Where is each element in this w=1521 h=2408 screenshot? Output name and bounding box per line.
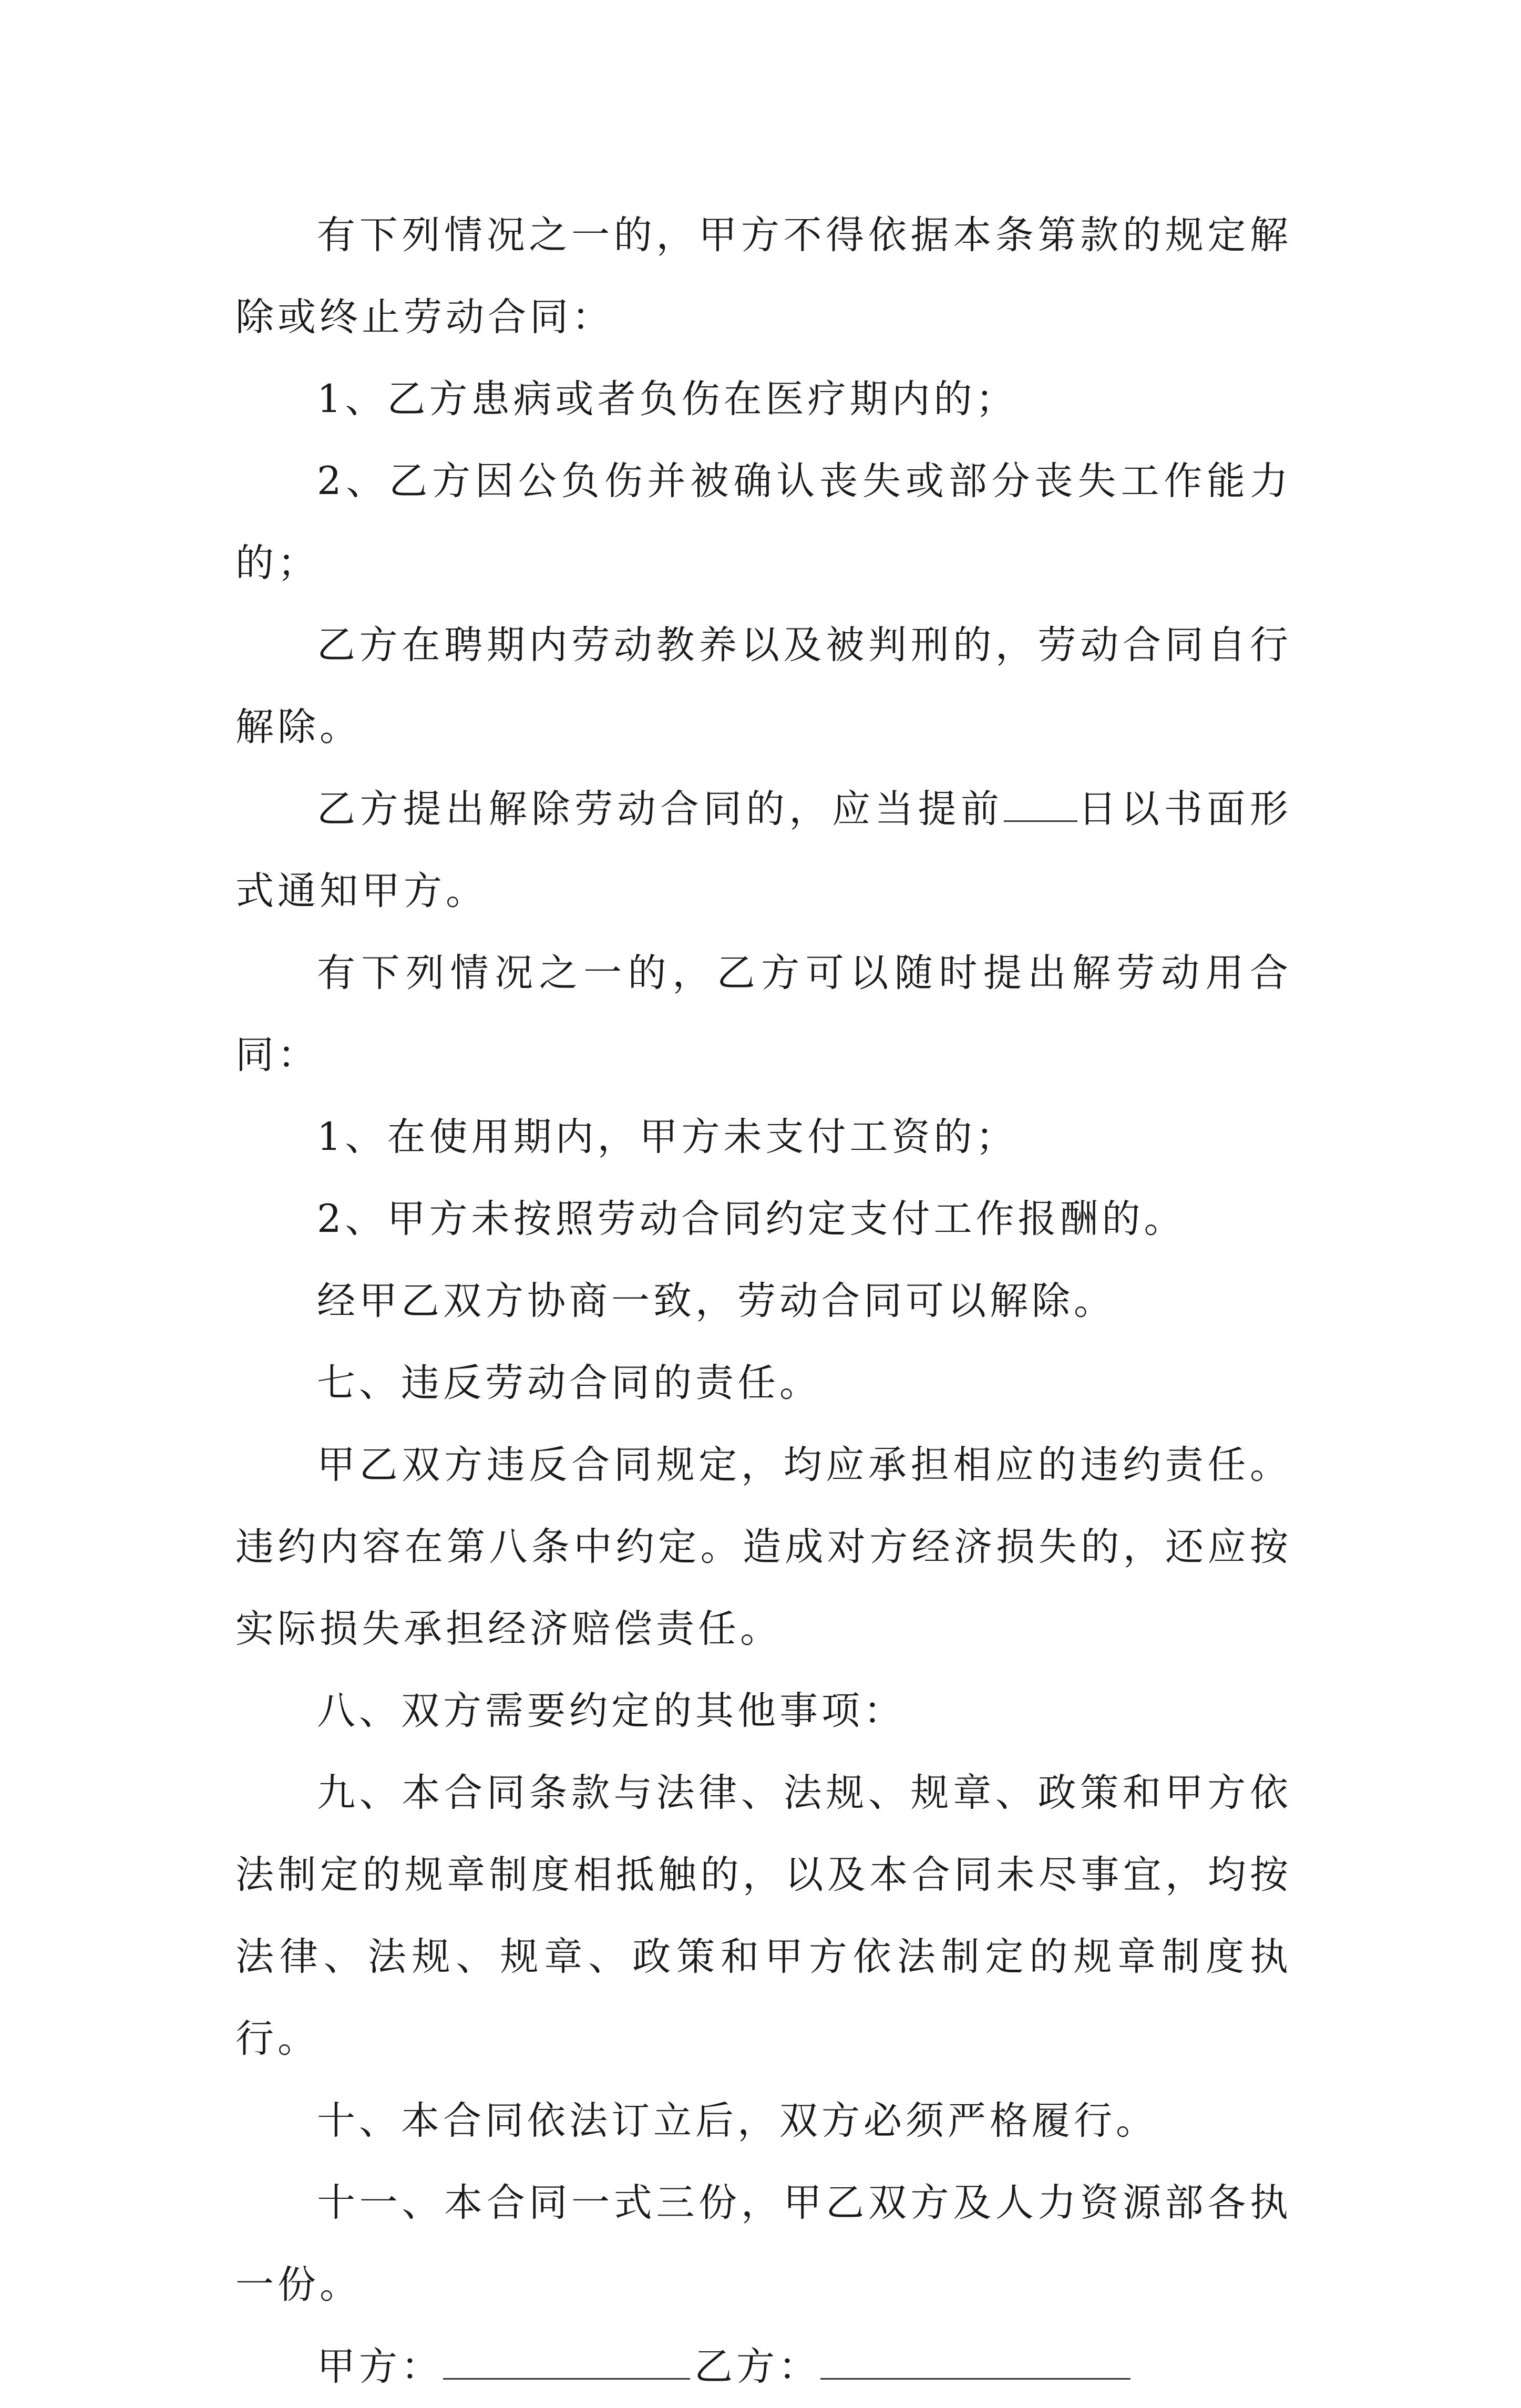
party-b-label: 乙方： [694, 2344, 820, 2389]
fill-in-blank-days[interactable] [1004, 784, 1077, 822]
paragraph: 2、甲方未按照劳动合同约定支付工作报酬的。 [317, 1197, 1186, 1241]
party-a-label: 甲方： [317, 2344, 443, 2389]
paragraph: 经甲乙双方协商一致，劳动合同可以解除。 [317, 1279, 1116, 1323]
paragraph: 1、在使用期内，甲方未支付工资的； [317, 1115, 1018, 1159]
paragraph: 1、乙方患病或者负伤在医疗期内的； [317, 377, 1018, 421]
signature-row [235, 2326, 1292, 2408]
paragraph: 十、本合同依法订立后，双方必须严格履行。 [317, 2098, 1158, 2143]
party-b-signature-field[interactable] [820, 2341, 1131, 2380]
paragraph-text-after-blank: 日以书面形式通知甲方。 [235, 787, 1292, 913]
paragraph: 九、本合同条款与法律、法规、规章、政策和甲方依法制定的规章制度相抵触的，以及本合同未尽事宜，均按法律、法规、规章、政策和甲方依法制定的规章制度执行。 [235, 1771, 1292, 2061]
paragraph-with-blank [235, 768, 1292, 932]
paragraph: 2、乙方因公负伤并被确认丧失或部分丧失工作能力的； [235, 459, 1292, 585]
paragraph: 乙方在聘期内劳动教养以及被判刑的，劳动合同自行解除。 [235, 623, 1292, 749]
paragraph-text-before-blank: 乙方提出解除劳动合同的，应当提前 [317, 787, 1004, 831]
section-heading: 七、违反劳动合同的责任。 [317, 1361, 821, 1405]
paragraph: 有下列情况之一的，乙方可以随时提出解劳动用合同： [235, 951, 1292, 1077]
party-a-signature-field[interactable] [443, 2341, 690, 2380]
paragraph: 有下列情况之一的，甲方不得依据本条第款的规定解除或终止劳动合同： [235, 213, 1292, 339]
paragraph: 十一、本合同一式三份，甲乙双方及人力资源部各执一份。 [235, 2180, 1292, 2307]
section-heading: 八、双方需要约定的其他事项： [317, 1689, 906, 1733]
paragraph: 甲乙双方违反合同规定，均应承担相应的违约责任。违约内容在第八条中约定。造成对方经济损失的，还应按实际损失承担经济赔偿责任。 [235, 1443, 1292, 1651]
document-page [235, 194, 1292, 2408]
